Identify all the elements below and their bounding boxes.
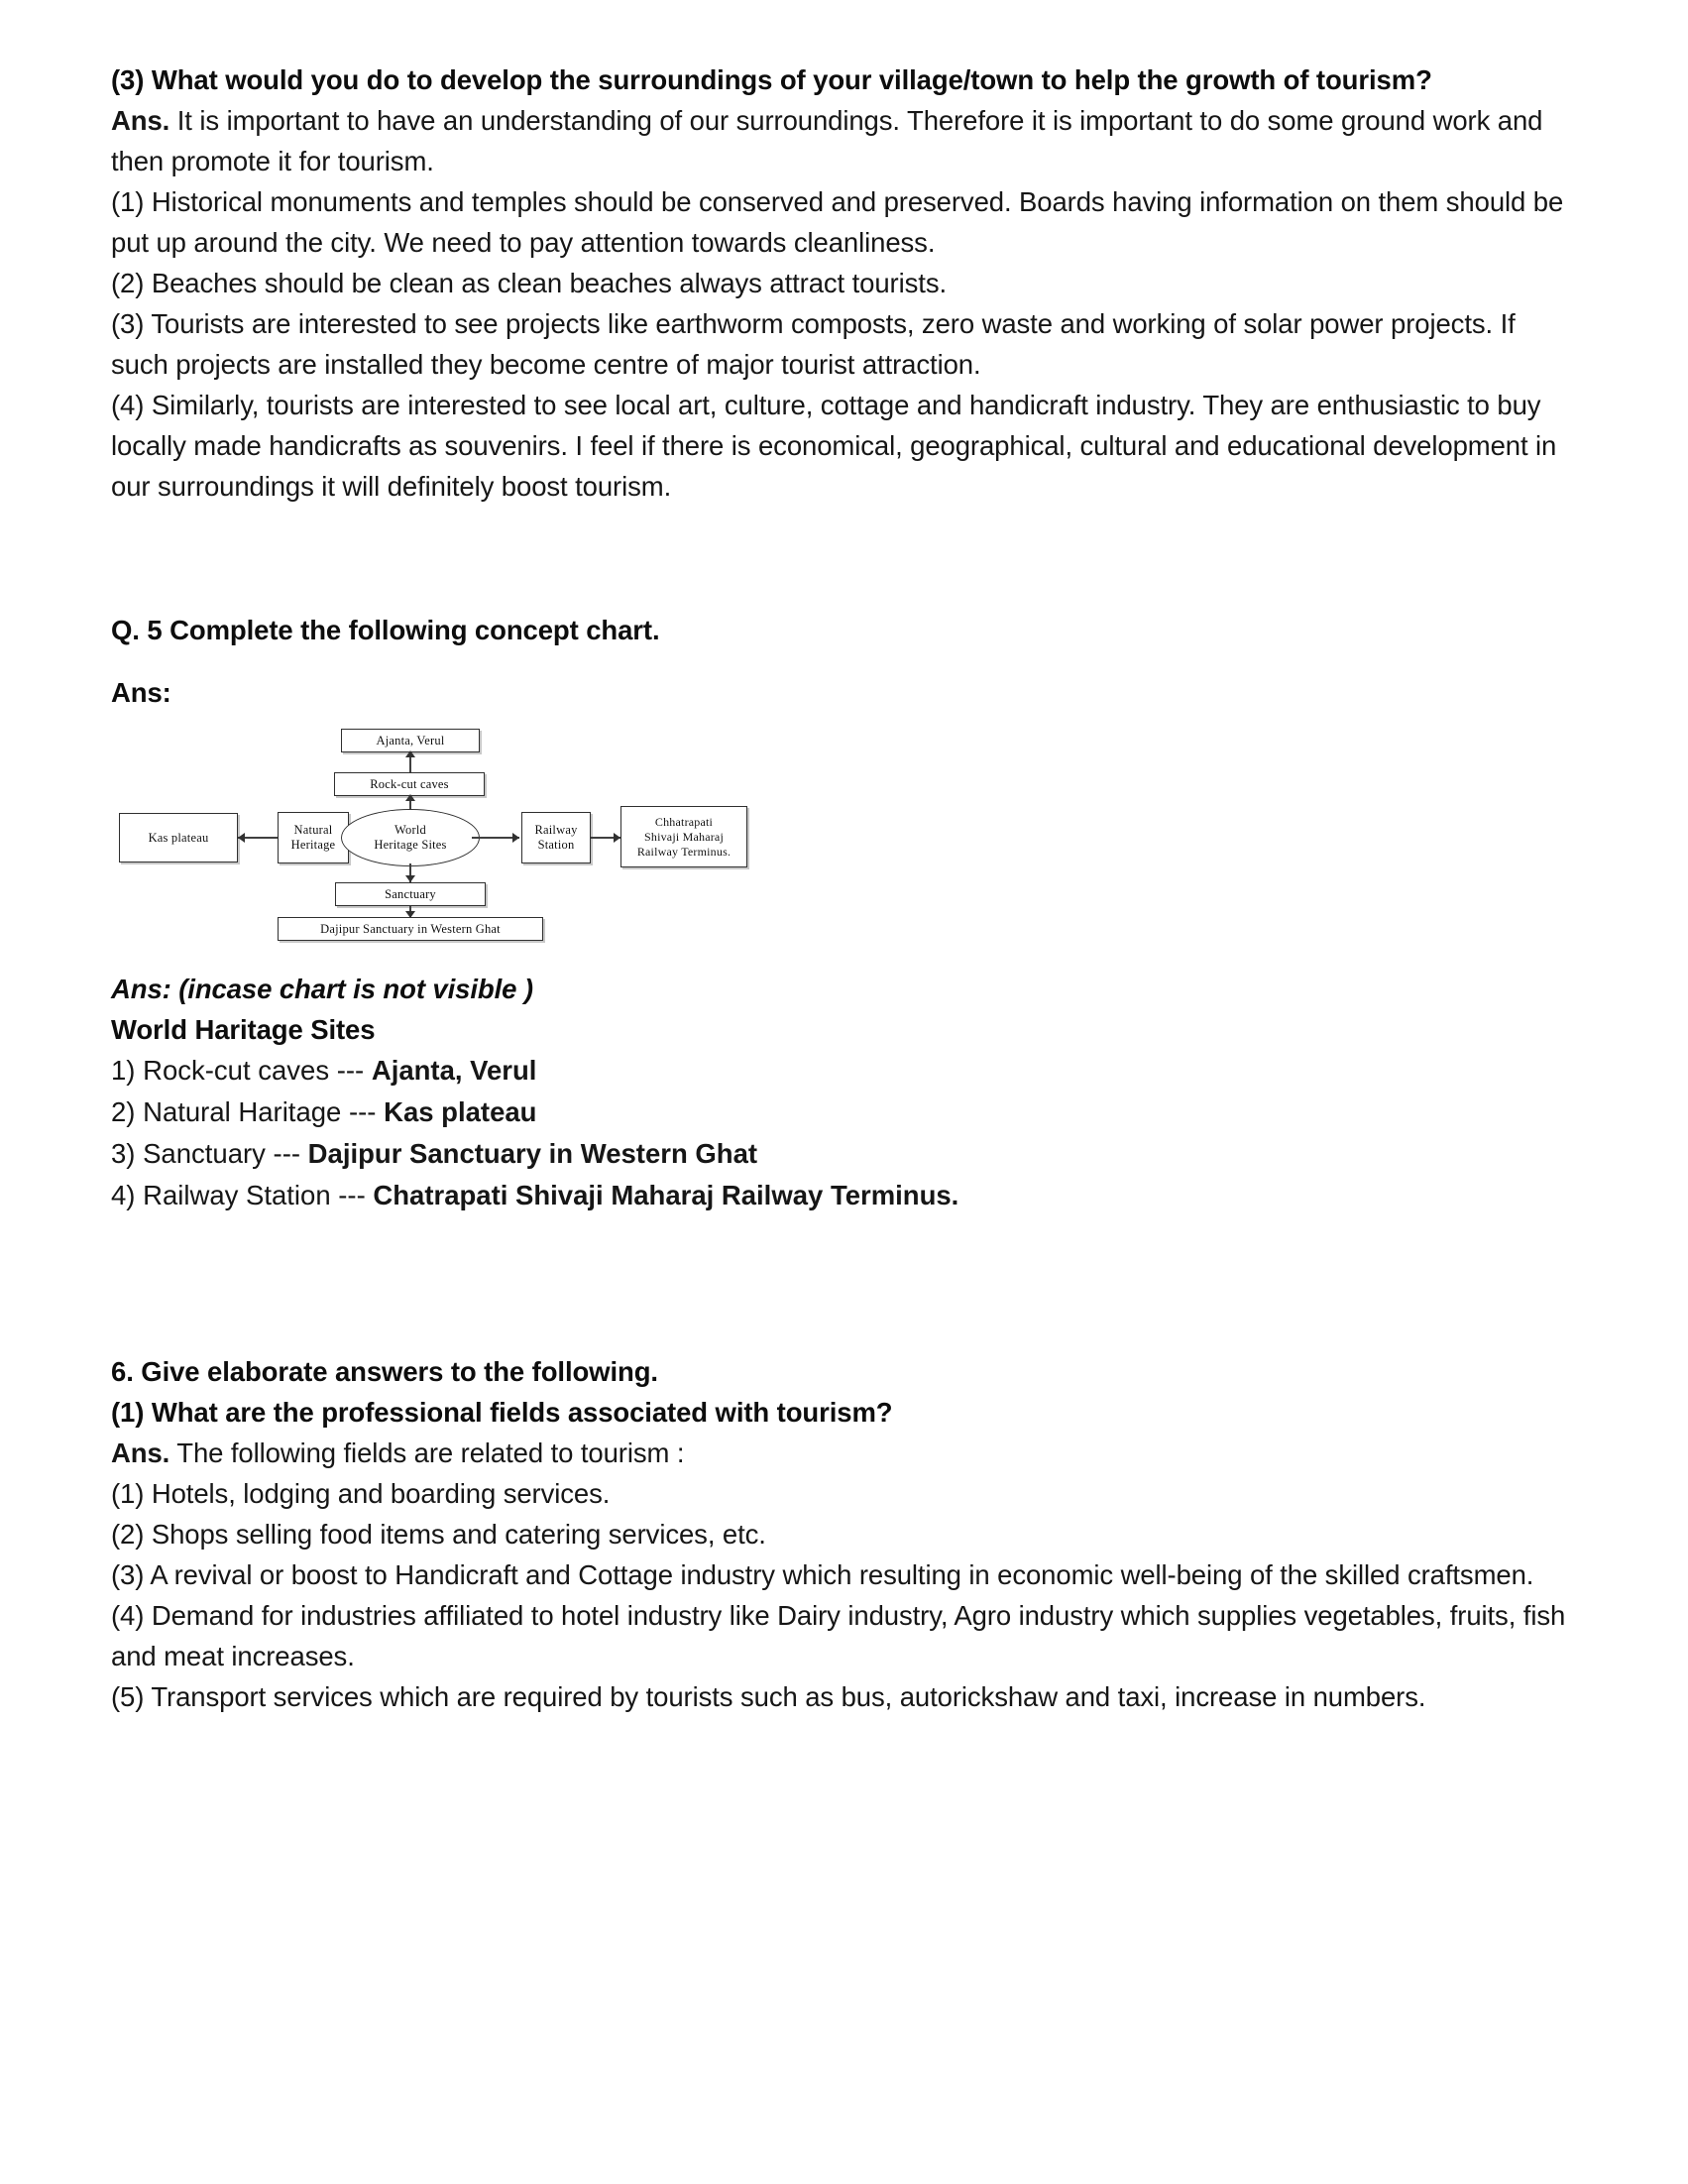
item-2-value: Kas plateau [384, 1096, 537, 1127]
question-5-fallback-item-4 [111, 1175, 1579, 1216]
chart-node-railway-station: Railway Station [521, 812, 591, 863]
chart-node-dajipur: Dajipur Sanctuary in Western Ghat [278, 917, 543, 941]
item-4-value: Chatrapati Shivaji Maharaj Railway Terminus. [373, 1180, 959, 1210]
section-spacer [111, 1216, 1579, 1351]
ans-intro-text-q3: It is important to have an understanding of our surroundings. Therefore it is important to do some ground work and then promote it for tourism. [111, 105, 1543, 176]
item-1-label: Rock-cut caves --- [143, 1055, 372, 1086]
question-3-point-1: (1) Historical monuments and temples should be conserved and preserved. Boards having information on them should be put up around the city. We need to pay attention towards cleanliness. [111, 186, 1564, 258]
question-3-answer-intro [111, 100, 1579, 181]
question-5-ans-label: Ans: [111, 677, 171, 708]
item-4-number: 4) [111, 1180, 144, 1210]
question-6-heading: 6. Give elaborate answers to the following. [111, 1356, 658, 1387]
question-5-block [111, 610, 1579, 1216]
chart-node-kas-plateau: Kas plateau [119, 813, 238, 862]
question-6-point-1: (1) Hotels, lodging and boarding services. [111, 1478, 611, 1509]
ans-label-q6: Ans. [111, 1437, 170, 1468]
chart-arrow-up-ajanta [405, 750, 415, 757]
item-3-label: Sanctuary --- [143, 1138, 308, 1169]
question-5-heading: Q. 5 Complete the following concept chart. [111, 615, 660, 645]
question-6-point-3: (3) A revival or boost to Handicraft and Cottage industry which resulting in economic well-being of the skilled craftsmen. [111, 1559, 1534, 1590]
item-3-number: 3) [111, 1138, 144, 1169]
chart-node-cst [620, 806, 747, 867]
chart-node-sanctuary: Sanctuary [335, 882, 486, 906]
spacer [111, 650, 1579, 672]
item-1-number: 1) [111, 1055, 144, 1086]
question-3-block [111, 59, 1579, 507]
chart-arrow-up-rockcut [405, 794, 415, 801]
section-spacer [111, 507, 1579, 610]
question-6-point-4: (4) Demand for industries affiliated to hotel industry like Dairy industry, Agro industry which supplies vegetables, fruits, fish and meat increases. [111, 1600, 1566, 1671]
ans-label-q3: Ans. [111, 105, 170, 136]
chart-node-world-heritage-sites [341, 809, 480, 866]
question-6-answer-intro [111, 1433, 1579, 1473]
question-5-fallback-item-2 [111, 1092, 1579, 1133]
question-3-point-2: (2) Beaches should be clean as clean beaches always attract tourists. [111, 268, 948, 298]
chart-arrow-right-railway [512, 833, 519, 843]
chart-node-ajanta-verul: Ajanta, Verul [341, 729, 480, 752]
chart-arrow-down-sanctuary [405, 875, 415, 882]
question-6-sub-heading: (1) What are the professional fields associated with tourism? [111, 1397, 893, 1428]
question-5-fallback-title: World Haritage Sites [111, 1014, 376, 1045]
question-5-fallback-item-3 [111, 1133, 1579, 1175]
chart-arrow-right-cst [614, 833, 620, 843]
item-4-label: Railway Station --- [143, 1180, 374, 1210]
chart-node-natural-heritage: Natural Heritage [278, 812, 349, 863]
question-5-fallback-item-1 [111, 1050, 1579, 1092]
question-6-point-2: (2) Shops selling food items and catering services, etc. [111, 1519, 766, 1550]
question-6-block [111, 1351, 1579, 1717]
ans-intro-text-q6: The following fields are related to tourism : [169, 1437, 685, 1468]
question-5-fallback-label: Ans: (incase chart is not visible ) [111, 974, 533, 1004]
item-1-value: Ajanta, Verul [371, 1055, 537, 1086]
question-6-point-5: (5) Transport services which are required by tourists such as bus, autorickshaw and taxi, increase in numbers. [111, 1681, 1426, 1712]
concept-chart-diagram [111, 727, 805, 936]
chart-node-cst-line1: Chhatrapati [654, 814, 714, 829]
item-3-value: Dajipur Sanctuary in Western Ghat [307, 1138, 758, 1169]
chart-node-rock-cut-caves: Rock-cut caves [334, 772, 485, 796]
chart-arrow-left-kas [238, 833, 245, 843]
question-3-point-3: (3) Tourists are interested to see projects like earthworm composts, zero waste and working of solar power projects. If such projects are installed they become centre of major tourist attraction. [111, 308, 1516, 380]
question-3-heading: (3) What would you do to develop the surroundings of your village/town to help the growth of tourism? [111, 64, 1432, 95]
item-2-number: 2) [111, 1096, 144, 1127]
chart-node-cst-line3: Railway Terminus. [636, 844, 731, 859]
question-3-point-4: (4) Similarly, tourists are interested to see local art, culture, cottage and handicraft industry. They are enthusiastic to buy locally made handicrafts as souvenirs. I feel if there is economical, geographical, cultural and educational development in our surroundings it will definitely boost tourism. [111, 390, 1557, 502]
chart-node-cst-line2: Shivaji Maharaj [644, 829, 724, 844]
chart-node-center-line1: World [394, 823, 426, 837]
chart-node-center-line2: Heritage Sites [374, 838, 447, 852]
item-2-label: Natural Haritage --- [143, 1096, 385, 1127]
